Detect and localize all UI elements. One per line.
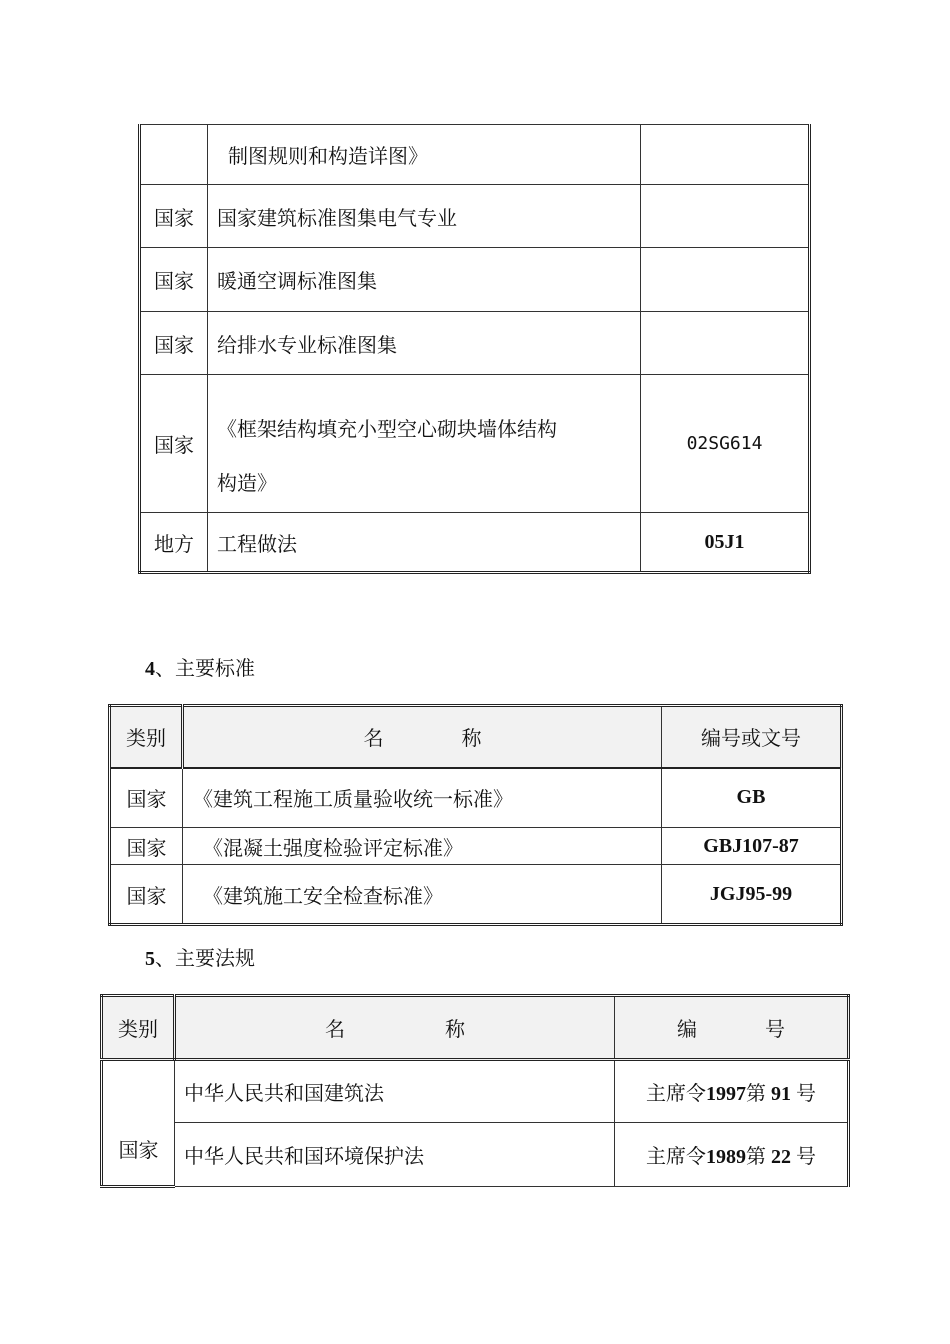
category-cell: 国家 (140, 375, 208, 513)
header-name (175, 996, 615, 1060)
table-header-row (110, 706, 842, 768)
code-cell: 05J1 (641, 513, 810, 573)
name-cell: 给排水专业标准图集 (208, 312, 641, 375)
name-cell: 工程做法 (208, 513, 641, 573)
category-cell: 国家 (140, 248, 208, 312)
category-cell: 地方 (140, 513, 208, 573)
header-code-char: 号 (765, 1017, 785, 1041)
table-row (140, 185, 810, 248)
section-number: 4 (145, 658, 155, 680)
table-row (110, 865, 842, 925)
standards-atlas-table (138, 124, 811, 574)
name-line: 构造》 (217, 471, 277, 495)
table-row (102, 1123, 849, 1187)
code-cell: 02SG614 (641, 375, 810, 513)
table-row (110, 828, 842, 865)
category-cell: 国家 (110, 865, 183, 925)
section-number: 5 (145, 948, 155, 970)
code-cell: GB (662, 768, 842, 828)
category-cell: 国家 (110, 768, 183, 828)
category-cell: 国家 (102, 1060, 175, 1187)
name-cell: 《混凝土强度检验评定标准》 (183, 828, 662, 865)
category-cell: 国家 (140, 312, 208, 375)
code-cell (641, 185, 810, 248)
name-line: 《框架结构填充小型空心砌块墙体结构 (217, 417, 557, 441)
table-row (140, 248, 810, 312)
table-row (110, 768, 842, 828)
section-title: 、主要标准 (155, 656, 255, 680)
name-cell: 《建筑施工安全检查标准》 (183, 865, 662, 925)
table-header-row (102, 996, 849, 1060)
name-cell: 中华人民共和国环境保护法 (175, 1123, 615, 1187)
code-cell (641, 125, 810, 185)
code-cell: GBJ107-87 (662, 828, 842, 865)
code-cell: 主席令1989第 22 号 (615, 1123, 849, 1187)
header-name (183, 706, 662, 768)
name-cell: 国家建筑标准图集电气专业 (208, 185, 641, 248)
name-cell: 中华人民共和国建筑法 (175, 1060, 615, 1123)
header-name-char: 名 (363, 726, 384, 751)
header-category: 类别 (110, 706, 183, 768)
category-cell: 国家 (110, 828, 183, 865)
section-5-heading (145, 942, 255, 971)
table-row (140, 375, 810, 513)
code-cell: 主席令1997第 91 号 (615, 1060, 849, 1123)
category-cell: 国家 (140, 185, 208, 248)
name-cell: 制图规则和构造详图》 (208, 125, 641, 185)
table-row (140, 312, 810, 375)
header-code: 编号或文号 (662, 706, 842, 768)
section-4-heading (145, 652, 255, 681)
category-cell (140, 125, 208, 185)
code-cell (641, 248, 810, 312)
table-row (140, 513, 810, 573)
name-cell: 暖通空调标准图集 (208, 248, 641, 312)
code-cell: JGJ95-99 (662, 865, 842, 925)
main-standards-table (108, 704, 843, 926)
header-name-char: 称 (445, 1017, 465, 1041)
header-name-char: 名 (325, 1017, 345, 1041)
header-code-char: 编 (677, 1017, 697, 1041)
header-code (615, 996, 849, 1060)
name-cell (208, 375, 641, 513)
main-regulations-table (100, 994, 850, 1188)
table-row (102, 1060, 849, 1123)
header-name-char: 称 (461, 726, 482, 751)
table-row (140, 125, 810, 185)
code-cell (641, 312, 810, 375)
header-category: 类别 (102, 996, 175, 1060)
name-cell: 《建筑工程施工质量验收统一标准》 (183, 768, 662, 828)
section-title: 、主要法规 (155, 946, 255, 970)
